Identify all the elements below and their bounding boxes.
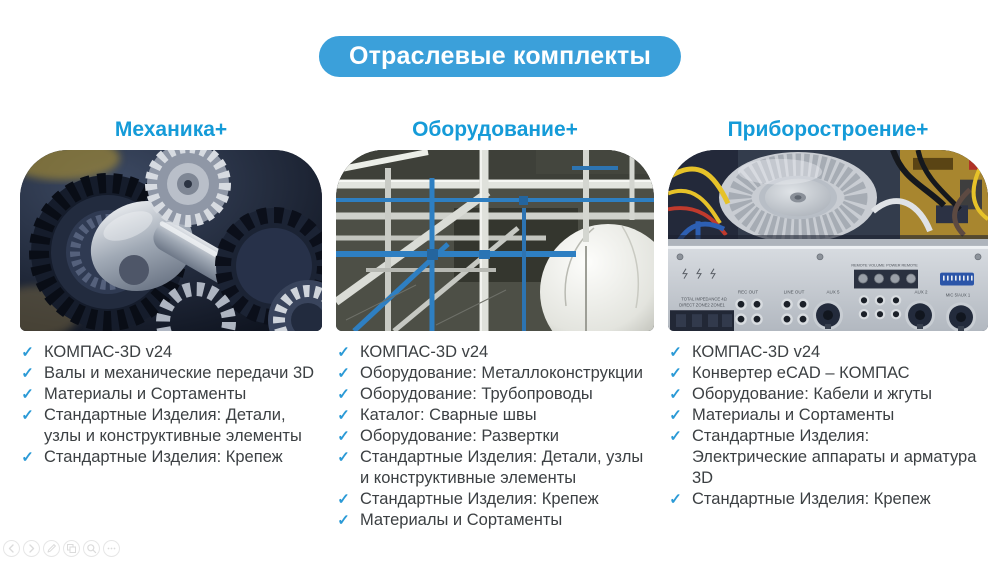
see-all-slides-icon xyxy=(66,543,77,554)
list-item xyxy=(336,384,654,405)
list-item-text: Оборудование: Развертки xyxy=(360,427,559,445)
list-item-text: Материалы и Сортаменты xyxy=(360,511,563,529)
pen-button[interactable] xyxy=(43,540,60,557)
gears-and-transmission-photo xyxy=(20,150,322,331)
column-mechanics xyxy=(20,118,322,531)
feature-list-instrumentation xyxy=(668,342,988,510)
slide-title: Отраслевые комплекты xyxy=(348,42,652,70)
more-options-icon xyxy=(106,543,117,554)
list-item-text: КОМПАС-3D v24 xyxy=(44,343,173,361)
industry-kits-columns xyxy=(0,118,1000,531)
list-item-text: Стандартные Изделия: Детали, узлы и конструктивные элементы xyxy=(360,448,644,487)
check-icon: ✓ xyxy=(21,365,34,382)
photo-label-aux5: AUX 5 xyxy=(826,289,840,295)
list-item xyxy=(668,426,988,489)
previous-slide-button[interactable] xyxy=(3,540,20,557)
list-item-text: Оборудование: Кабели и жгуты xyxy=(692,385,933,403)
check-icon: ✓ xyxy=(337,512,350,529)
previous-slide-icon xyxy=(6,543,17,554)
check-icon: ✓ xyxy=(669,407,682,424)
slide-title-pill xyxy=(319,36,681,77)
check-icon: ✓ xyxy=(337,386,350,403)
list-item xyxy=(668,342,988,363)
zoom-slide-button[interactable] xyxy=(83,540,100,557)
list-item xyxy=(20,384,322,405)
photo-label-impedance: TOTAL IMPEDANCE 4Ω xyxy=(681,296,727,302)
check-icon: ✓ xyxy=(337,365,350,382)
list-item-text: Стандартные Изделия: Электрические аппараты и арматура 3D xyxy=(692,427,977,487)
list-item xyxy=(336,342,654,363)
list-item xyxy=(336,405,654,426)
photo-label-line-out: LINE OUT xyxy=(783,289,805,295)
check-icon: ✓ xyxy=(337,449,350,466)
list-item xyxy=(336,447,654,489)
check-icon: ✓ xyxy=(21,386,34,403)
check-icon: ✓ xyxy=(669,344,682,361)
check-icon: ✓ xyxy=(21,344,34,361)
list-item-text: Стандартные Изделия: Крепеж xyxy=(692,490,931,508)
photo-label-mic-aux1: MIC 5/AUX 1 xyxy=(945,292,971,298)
list-item xyxy=(336,363,654,384)
column-header-equipment: Оборудование+ xyxy=(412,118,578,141)
list-item xyxy=(668,363,988,384)
check-icon: ✓ xyxy=(669,365,682,382)
list-item-text: КОМПАС-3D v24 xyxy=(692,343,821,361)
check-icon: ✓ xyxy=(337,428,350,445)
industrial-piping-photo xyxy=(336,150,654,331)
list-item xyxy=(336,426,654,447)
amplifier-electronics-photo xyxy=(668,150,988,331)
check-icon: ✓ xyxy=(669,428,682,445)
column-equipment xyxy=(336,118,654,531)
zoom-slide-icon xyxy=(86,543,97,554)
list-item xyxy=(20,405,322,447)
photo-label-remote-volume: REMOTE VOLUME xyxy=(851,263,885,268)
list-item-text: Материалы и Сортаменты xyxy=(44,385,247,403)
next-slide-button[interactable] xyxy=(23,540,40,557)
list-item xyxy=(668,405,988,426)
pen-icon xyxy=(46,543,57,554)
check-icon: ✓ xyxy=(21,407,34,424)
list-item-text: Стандартные Изделия: Детали, узлы и конструктивные элементы xyxy=(44,406,302,445)
list-item-text: Материалы и Сортаменты xyxy=(692,406,895,424)
more-options-button[interactable] xyxy=(103,540,120,557)
list-item xyxy=(336,489,654,510)
presenter-toolbar xyxy=(3,540,120,557)
list-item-text: Оборудование: Металлоконструкции xyxy=(360,364,643,382)
list-item-text: Валы и механические передачи 3D xyxy=(44,364,315,382)
column-header-mechanics: Механика+ xyxy=(114,118,228,141)
list-item-text: Стандартные Изделия: Крепеж xyxy=(44,448,283,466)
check-icon: ✓ xyxy=(669,386,682,403)
list-item-text: Конвертер eCAD – КОМПАС xyxy=(692,364,910,382)
check-icon: ✓ xyxy=(337,407,350,424)
check-icon: ✓ xyxy=(337,344,350,361)
column-header-instrumentation: Приборостроение+ xyxy=(727,118,929,141)
feature-list-mechanics xyxy=(20,342,322,468)
list-item-text: Каталог: Сварные швы xyxy=(360,406,537,424)
check-icon: ✓ xyxy=(669,491,682,508)
list-item-text: Оборудование: Трубопроводы xyxy=(360,385,593,403)
photo-label-rec-out: REC OUT xyxy=(737,289,759,295)
list-item xyxy=(336,510,654,531)
feature-list-equipment xyxy=(336,342,654,531)
list-item xyxy=(668,384,988,405)
see-all-slides-button[interactable] xyxy=(63,540,80,557)
list-item xyxy=(20,363,322,384)
next-slide-icon xyxy=(26,543,37,554)
column-instrumentation xyxy=(668,118,988,531)
list-item xyxy=(20,342,322,363)
photo-label-power-remote: POWER REMOTE xyxy=(886,263,918,268)
list-item xyxy=(20,447,322,468)
check-icon: ✓ xyxy=(21,449,34,466)
list-item xyxy=(668,489,988,510)
photo-label-zones: DIRECT ZONE2 ZONE1 xyxy=(679,302,725,308)
check-icon: ✓ xyxy=(337,491,350,508)
photo-label-aux2: AUX 2 xyxy=(914,289,928,295)
list-item-text: Стандартные Изделия: Крепеж xyxy=(360,490,599,508)
list-item-text: КОМПАС-3D v24 xyxy=(360,343,489,361)
